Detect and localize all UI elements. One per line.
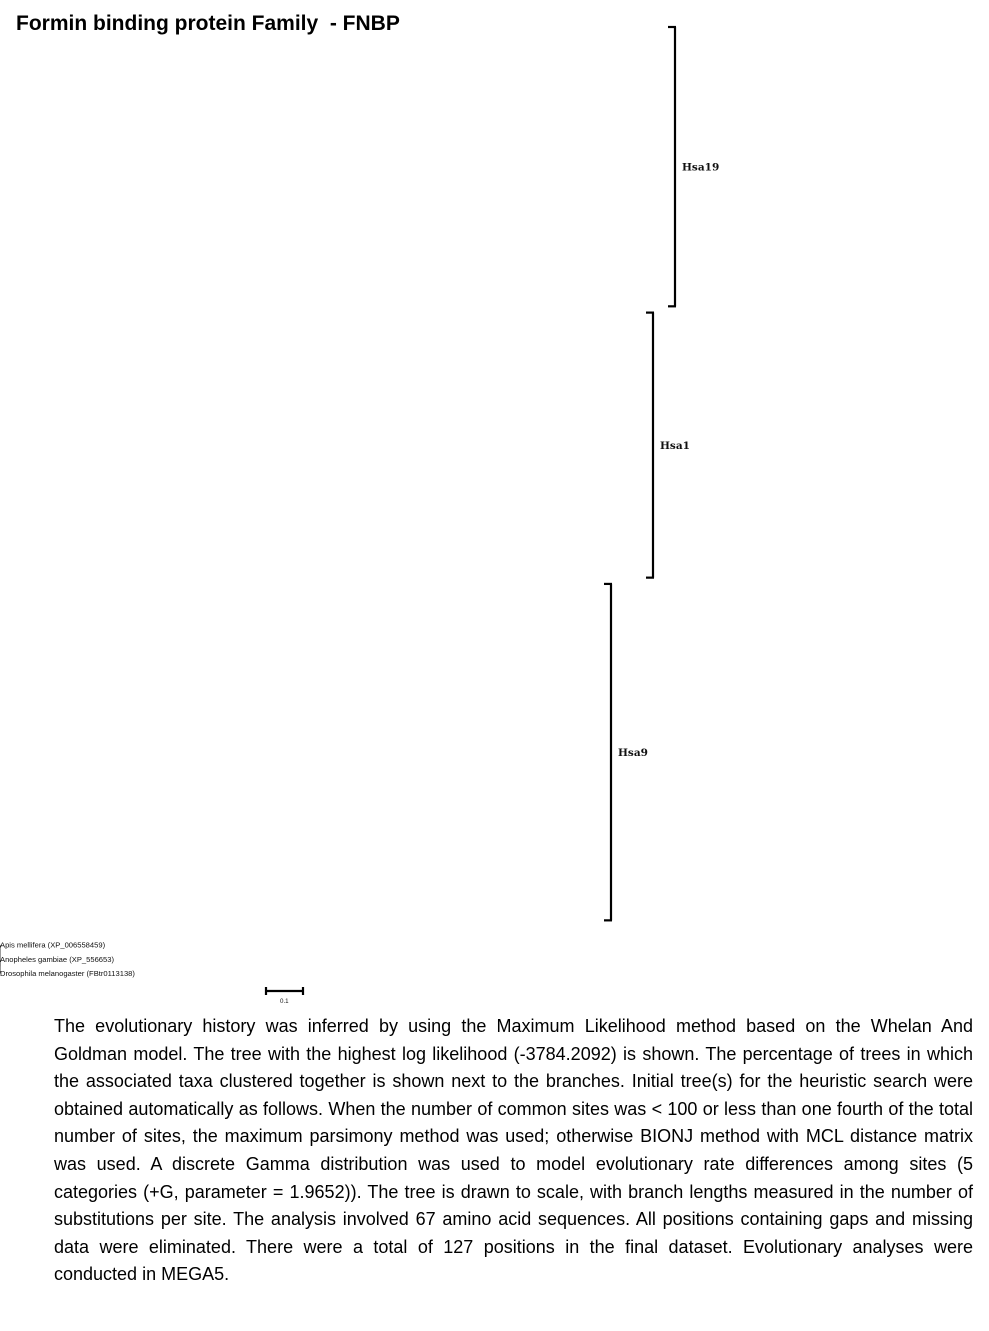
clade-label: Hsa1 (660, 440, 690, 453)
clade-label: Hsa9 (618, 747, 648, 760)
clade-label: Hsa19 (682, 161, 720, 174)
taxon-label: Apis mellifera (XP_006558459) (0, 940, 106, 950)
figure-title: Formin binding protein Family - FNBP (16, 12, 400, 35)
figure-caption: The evolutionary history was inferred by using the Maximum Likelihood method based on the Whelan And Goldman model. The tree with the highest log likelihood (-3784.2092) is shown. The percentage of trees in which the associated taxa clustered together is shown next to the branches. Initial tree(s) for the heuristic search were obtained automatically as follows. When the number of common sites was < 100 or less than one fourth of the total number of sites, the maximum parsimony method was used; otherwise BIONJ method with MCL distance matrix was used. A discrete Gamma distribution was used to model evolutionary rate differences among sites (5 categories (+G, parameter = 1.9652)). The tree is drawn to scale, with branch lengths measured in the number of substitutions per site. The analysis involved 67 amino acid sequences. All positions containing gaps and missing data were eliminated. There were a total of 127 positions in the final dataset. Evolutionary analyses were conducted in MEGA5. (54, 1016, 973, 1285)
taxon-label: Anopheles gambiae (XP_556653) (0, 954, 114, 964)
scale-bar-label: 0.1 (280, 998, 289, 1005)
scale-bar (266, 987, 303, 1005)
taxon-label: Drosophila melanogaster (FBtr0113138) (0, 969, 135, 979)
